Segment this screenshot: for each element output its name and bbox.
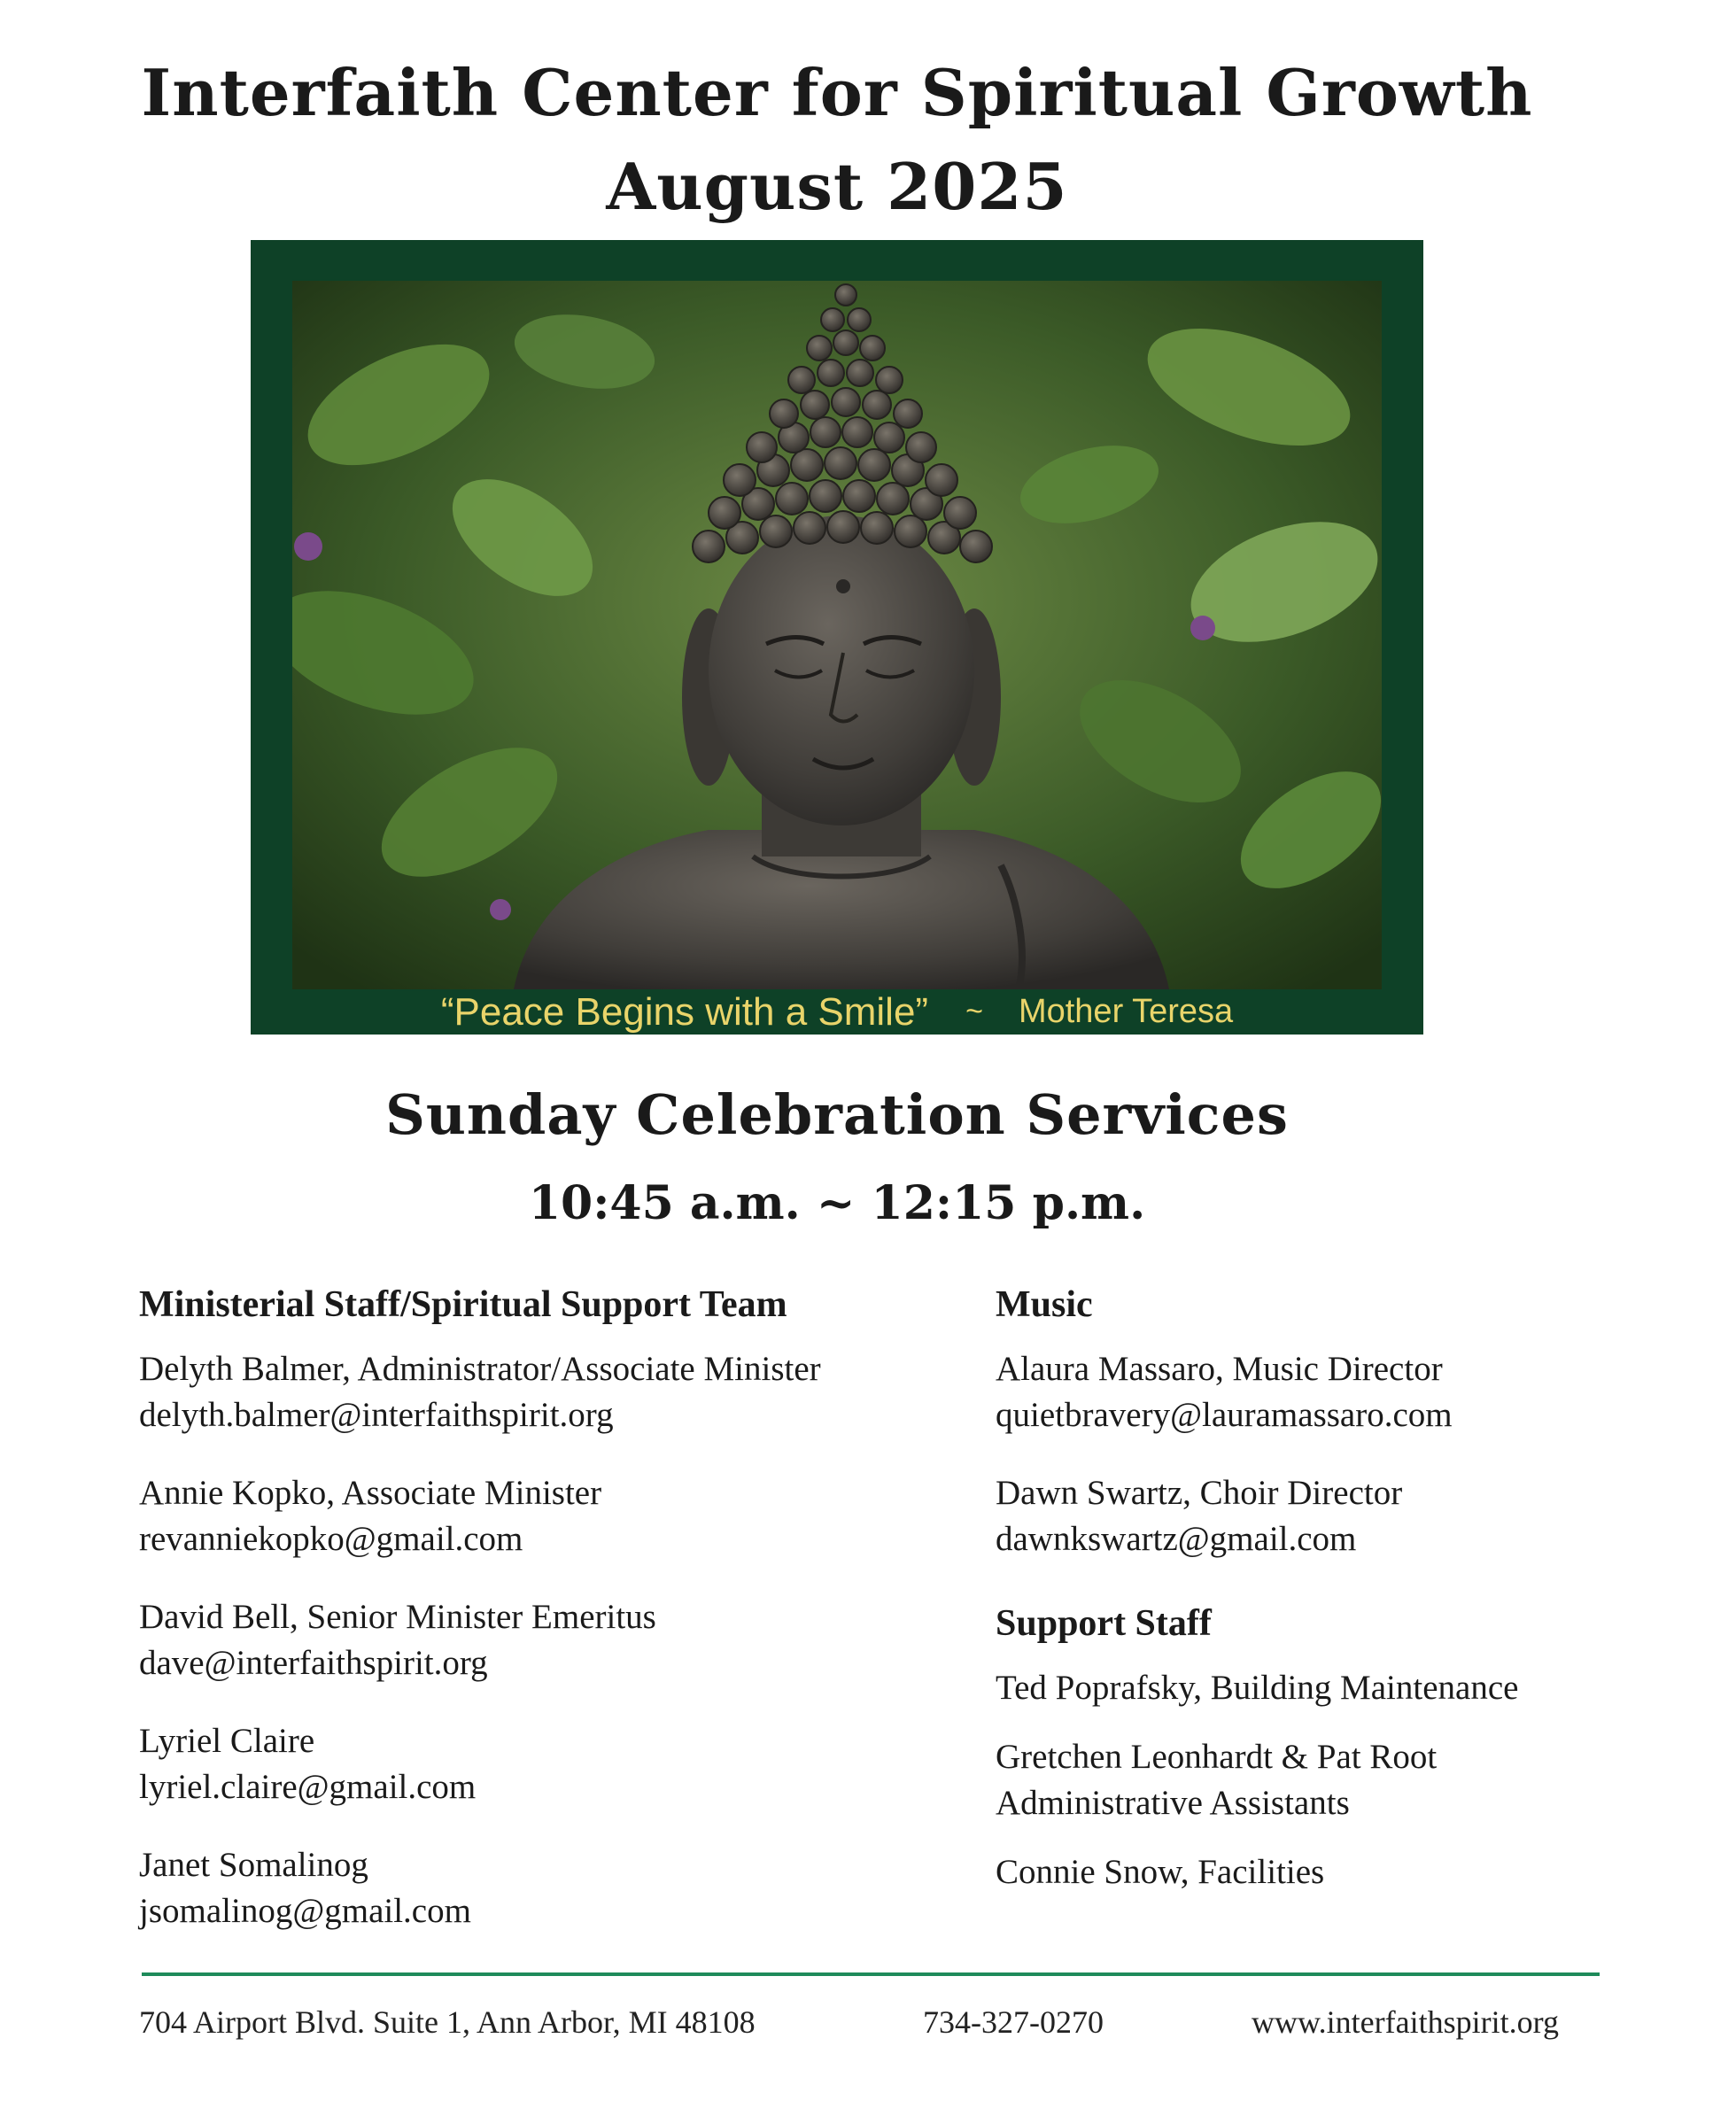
services-time: 10:45 a.m. ~ 12:15 p.m. <box>528 1176 1146 1230</box>
music-name-role: Alaura Massaro, Music Director <box>996 1350 1443 1388</box>
staff-entry <box>139 1718 936 1810</box>
quote-text: “Peace Begins with a Smile” <box>440 989 929 1034</box>
quote-author: Mother Teresa <box>1018 993 1234 1030</box>
support-line: Connie Snow, Facilities <box>996 1853 1325 1891</box>
staff-email[interactable]: lyriel.claire@gmail.com <box>139 1768 477 1806</box>
footer-website[interactable]: www.interfaithspirit.org <box>1252 2004 1559 2040</box>
support-entry <box>996 1849 1704 1895</box>
music-name-role: Dawn Swartz, Choir Director <box>996 1474 1403 1512</box>
music-heading: Music <box>996 1284 1093 1325</box>
month-title: August 2025 <box>606 149 1068 224</box>
staff-email[interactable]: dave@interfaithspirit.org <box>139 1644 488 1682</box>
staff-email[interactable]: revanniekopko@gmail.com <box>139 1520 523 1558</box>
music-entry <box>996 1470 1704 1562</box>
staff-entry <box>139 1346 936 1438</box>
support-entry <box>996 1734 1704 1826</box>
staff-name-role: Delyth Balmer, Administrator/Associate Minister <box>139 1350 821 1388</box>
staff-name-role: David Bell, Senior Minister Emeritus <box>139 1598 656 1636</box>
staff-name-role: Lyriel Claire <box>139 1722 315 1760</box>
services-title: Sunday Celebration Services <box>385 1082 1289 1147</box>
support-entry <box>996 1665 1704 1711</box>
footer-divider <box>142 1972 1600 1976</box>
quote-separator: ~ <box>965 995 983 1028</box>
music-support-column <box>996 1283 1704 1918</box>
staff-email[interactable]: delyth.balmer@interfaithspirit.org <box>139 1396 614 1434</box>
staff-entry <box>139 1470 936 1562</box>
music-entry <box>996 1346 1704 1438</box>
ministerial-column <box>139 1283 936 1966</box>
staff-email[interactable]: jsomalinog@gmail.com <box>139 1892 471 1930</box>
footer-address: 704 Airport Blvd. Suite 1, Ann Arbor, MI 48108 <box>139 2004 756 2040</box>
music-email[interactable]: dawnkswartz@gmail.com <box>996 1520 1357 1558</box>
support-heading: Support Staff <box>996 1603 1212 1644</box>
support-line: Ted Poprafsky, Building Maintenance <box>996 1669 1519 1707</box>
org-title: Interfaith Center for Spiritual Growth <box>141 55 1533 130</box>
feature-image-frame <box>251 240 1423 1035</box>
staff-entry <box>139 1594 936 1686</box>
footer-phone[interactable]: 734-327-0270 <box>923 2004 1104 2040</box>
music-email[interactable]: quietbravery@lauramassaro.com <box>996 1396 1453 1434</box>
staff-name-role: Annie Kopko, Associate Minister <box>139 1474 602 1512</box>
buddha-statue-image <box>292 281 1382 989</box>
buddha-photo <box>292 281 1382 989</box>
quote-caption <box>251 989 1423 1035</box>
ministerial-heading: Ministerial Staff/Spiritual Support Team <box>139 1284 787 1325</box>
support-line: Gretchen Leonhardt & Pat Root <box>996 1738 1438 1776</box>
staff-name-role: Janet Somalinog <box>139 1846 368 1884</box>
support-line: Administrative Assistants <box>996 1784 1350 1822</box>
staff-entry <box>139 1842 936 1934</box>
